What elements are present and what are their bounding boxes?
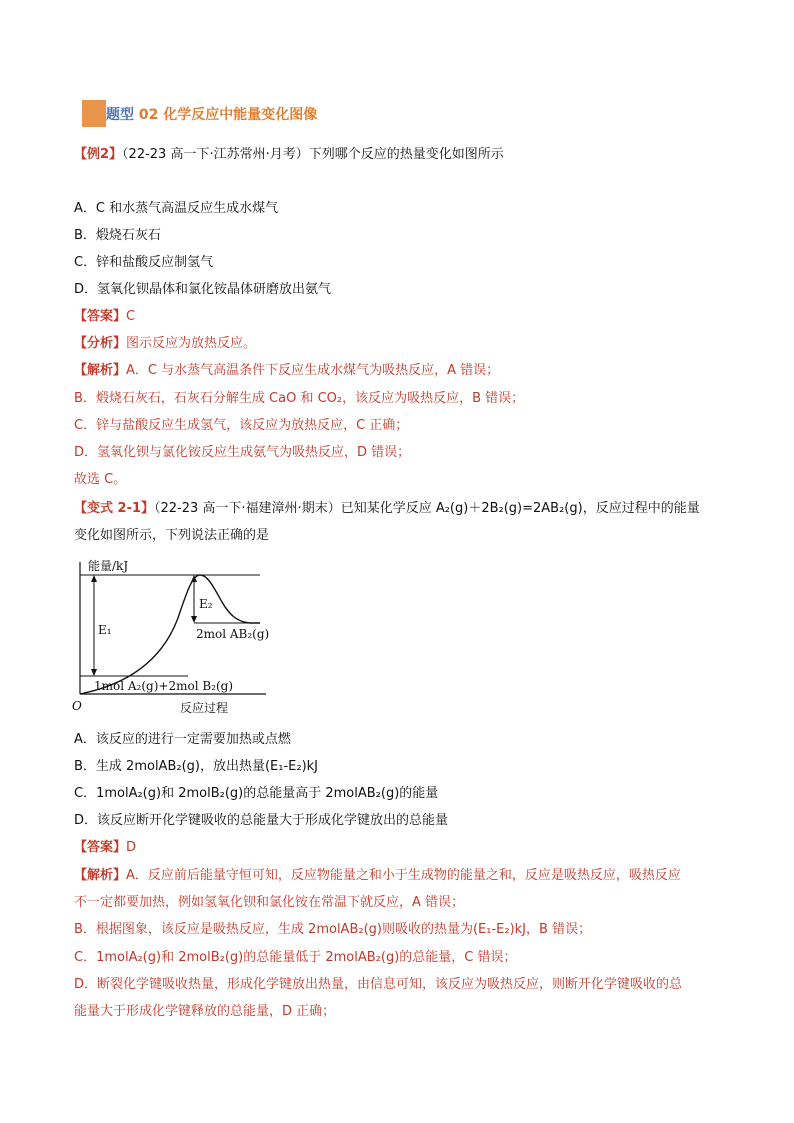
energy-diagram xyxy=(70,558,270,718)
example-solution-tag: 【解析】 xyxy=(74,363,127,378)
variant-solution-line-5: D．断裂化学键吸收热量，形成化学键放出热量，由信息可知，该反应为吸热反应，则断开化学键吸收的总 xyxy=(74,977,683,992)
example-answer-tag: 【答案】 xyxy=(74,309,127,324)
variant-answer-value: D xyxy=(126,840,137,855)
e1-label: E₁ xyxy=(98,623,112,637)
variant-option-c: C．1molA₂(g)和 2molB₂(g)的总能量高于 2molAB₂(g)的能量 xyxy=(74,786,439,801)
example-option-c: C．锌和盐酸反应制氢气 xyxy=(74,255,214,270)
example-solution-line-2: B．煅烧石灰石，石灰石分解生成 CaO 和 CO₂，该反应为吸热反应，B 错误； xyxy=(74,391,525,406)
variant-option-a: A．该反应的进行一定需要加热或点燃 xyxy=(74,732,291,747)
variant-option-b: B．生成 2molAB₂(g)，放出热量(E₁-E₂)kJ xyxy=(74,759,319,774)
heading-label: 题型 xyxy=(106,107,134,123)
example-analysis xyxy=(74,334,256,354)
example-option-b: B．煅烧石灰石 xyxy=(74,228,161,243)
variant-tag: 【变式 2-1】 xyxy=(74,501,155,516)
heading-marker xyxy=(82,100,106,122)
x-axis-label: 反应过程 xyxy=(180,701,229,715)
variant-solution-tag: 【解析】 xyxy=(74,868,127,883)
e2-arrow-head-bottom xyxy=(191,616,197,623)
variant-solution-line-2: 不一定都要加热，例如氢氧化钡和氯化铵在常温下就反应，A 错误； xyxy=(74,895,465,910)
variant-solution-line-1: A．反应前后能量守恒可知，反应物能量之和小于生成物的能量之和，反应是吸热反应，吸热反应 xyxy=(126,868,681,883)
origin-label: O xyxy=(72,699,82,713)
example-stem-text: （22-23 高一下·江苏常州·月考）下列哪个反应的热量变化如图所示 xyxy=(122,147,504,162)
variant-stem-line-2: 变化如图所示，下列说法正确的是 xyxy=(74,528,270,543)
variant-answer-tag: 【答案】 xyxy=(74,840,127,855)
heading-underline xyxy=(82,122,106,127)
example-conclusion: 故选 C。 xyxy=(74,472,127,487)
example-solution-line-3: C．锌与盐酸反应生成氢气，该反应为放热反应，C 正确； xyxy=(74,418,409,433)
variant-stem-line-1 xyxy=(74,499,700,519)
example-solution-line-4: D．氢氧化钡与氯化铵反应生成氨气为吸热反应，D 错误； xyxy=(74,445,411,460)
e2-label: E₂ xyxy=(199,597,213,611)
example-analysis-text: 图示反应为放热反应。 xyxy=(126,336,257,351)
variant-solution-line-4: C．1molA₂(g)和 2molB₂(g)的总能量低于 2molAB₂(g)的总能量，C 错误； xyxy=(74,950,517,965)
variant-stem-text: （22-23 高一下·福建漳州·期末）已知某化学反应 A₂(g)＋2B₂(g)=2AB₂(g)，反应过程中的能量 xyxy=(154,501,700,516)
example-solution-line-1: A．C 与水蒸气高温条件下反应生成水煤气为吸热反应，A 错误； xyxy=(126,363,500,378)
example-option-d: D．氢氧化钡晶体和氯化铵晶体研磨放出氨气 xyxy=(74,282,332,297)
variant-solution xyxy=(74,866,681,886)
variant-solution-line-3: B．根据图象，该反应是吸热反应，生成 2molAB₂(g)则吸收的热量为(E₁-E₂)kJ，B 错误； xyxy=(74,922,592,937)
e1-arrow-head-top xyxy=(91,575,97,582)
product-label: 2mol AB₂(g) xyxy=(196,627,270,641)
heading-title: 02 化学反应中能量变化图像 xyxy=(138,107,318,123)
variant-solution-line-6: 能量大于形成化学键释放的总能量，D 正确； xyxy=(74,1004,336,1019)
y-axis-label: 能量/kJ xyxy=(88,559,129,573)
example-analysis-tag: 【分析】 xyxy=(74,336,127,351)
example-answer-value: C xyxy=(126,309,136,324)
example-option-a: A．C 和水蒸气高温反应生成水煤气 xyxy=(74,201,279,216)
energy-diagram-svg xyxy=(70,558,270,718)
example-answer xyxy=(74,307,135,327)
reactant-label: 1mol A₂(g)+2mol B₂(g) xyxy=(94,679,234,693)
example-stem xyxy=(74,145,504,165)
variant-answer xyxy=(74,838,136,858)
example-tag: 【例2】 xyxy=(74,147,123,162)
variant-option-d: D．该反应断开化学键吸收的总能量大于形成化学键放出的总能量 xyxy=(74,813,449,828)
example-solution xyxy=(74,361,499,381)
e1-arrow-head-bottom xyxy=(91,669,97,676)
section-heading xyxy=(106,104,317,124)
